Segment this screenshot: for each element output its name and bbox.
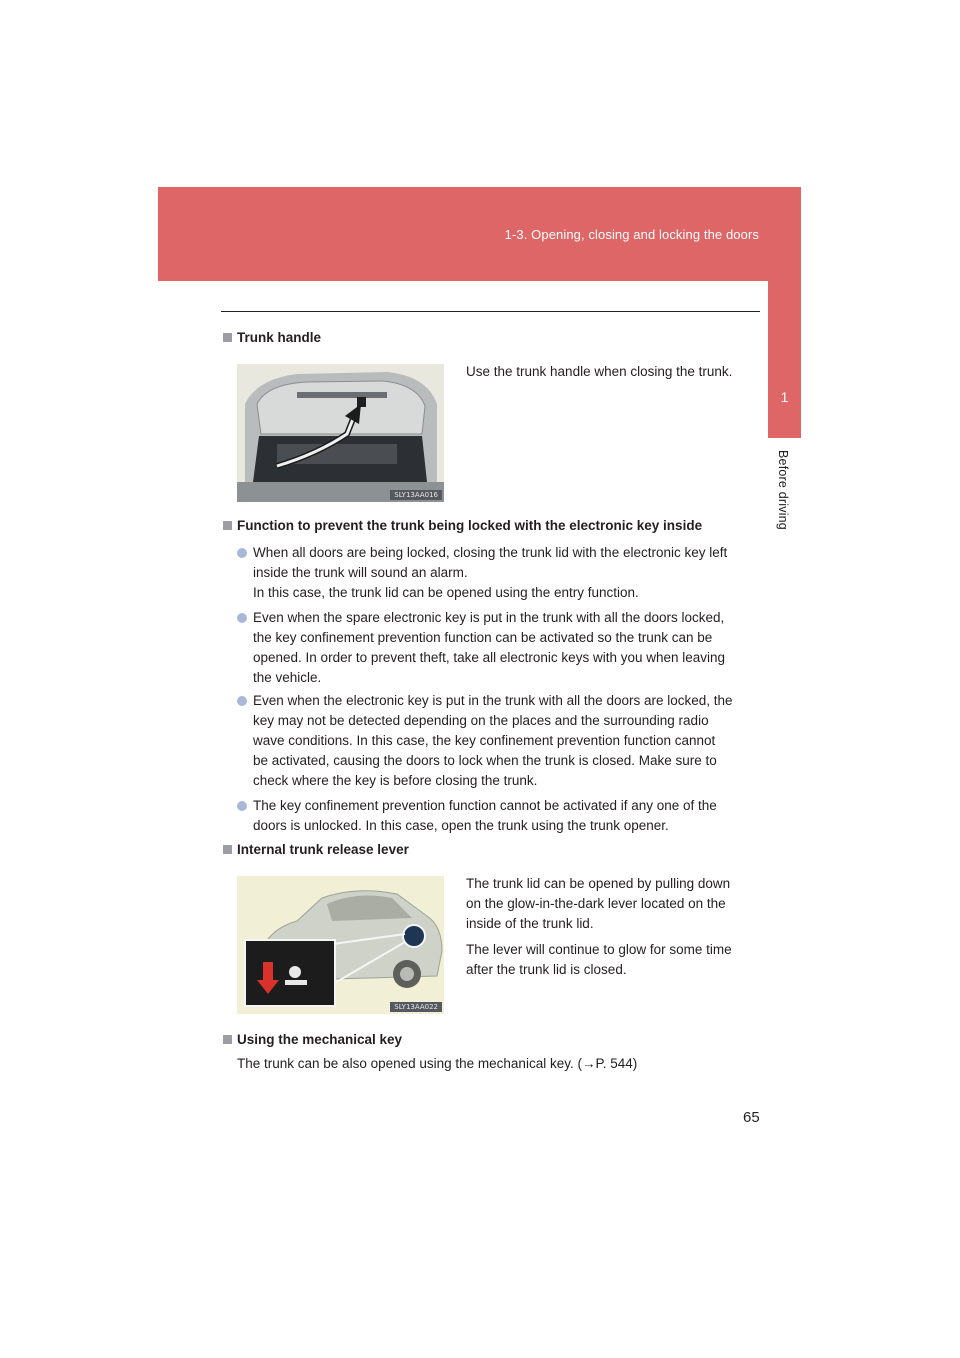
chapter-tab: [768, 281, 801, 438]
square-bullet-icon: [223, 521, 232, 530]
bullet-dot-icon: [237, 696, 247, 706]
square-bullet-icon: [223, 845, 232, 854]
mechanical-key-text: The trunk can be also opened using the mechanical key. (→P. 544): [237, 1056, 638, 1071]
chapter-number: 1: [780, 389, 789, 405]
bullet-item: When all doors are being locked, closing the trunk lid with the electronic key left inside the trunk will sound an alarm. In this case, the trunk lid can be opened using the entry function.: [237, 543, 743, 603]
square-bullet-icon: [223, 1035, 232, 1044]
figure-code: SLY13AA016: [390, 490, 442, 500]
bullet-dot-icon: [237, 548, 247, 558]
page-number: 65: [743, 1109, 760, 1126]
chapter-label: Before driving: [776, 450, 790, 530]
figure-code: SLY13AA022: [390, 1002, 442, 1012]
bullet-item: The key confinement prevention function cannot be activated if any one of the doors is unlocked. In this case, open the trunk using the trunk opener.: [237, 796, 743, 836]
release-lever-figure: [237, 876, 444, 1014]
bullet-item: Even when the electronic key is put in the trunk with all the doors are locked, the key may not be detected depending on the places and the surrounding radio wave conditions. In this case, the key confinement prevention function cannot be activated, causing the doors to lock when the trunk is closed. Make sure to check where the key is before closing the trunk.: [237, 691, 743, 791]
chapter-label-container: [768, 450, 801, 570]
release-lever-text-1: The trunk lid can be opened by pulling down on the glow-in-the-dark lever located on the inside of the trunk lid.: [466, 876, 731, 931]
divider-rule: [221, 311, 760, 312]
square-bullet-icon: [223, 333, 232, 342]
bullet-item: Even when the spare electronic key is put in the trunk with all the doors locked, the key confinement prevention function can be activated so the trunk can be opened. In order to prevent theft, take all electronic keys with you when leaving the vehicle.: [237, 608, 743, 688]
heading-trunk-handle: Trunk handle: [223, 330, 321, 345]
release-lever-text-2: The lever will continue to glow for some time after the trunk lid is closed.: [466, 942, 732, 977]
bullet-dot-icon: [237, 801, 247, 811]
heading-key-inside: Function to prevent the trunk being locked with the electronic key inside: [223, 518, 702, 533]
header-band: [158, 187, 801, 281]
heading-mechanical-key: Using the mechanical key: [223, 1032, 402, 1047]
trunk-handle-figure: [237, 364, 444, 502]
bullet-dot-icon: [237, 613, 247, 623]
trunk-handle-text: Use the trunk handle when closing the trunk.: [466, 364, 733, 379]
heading-release-lever: Internal trunk release lever: [223, 842, 409, 857]
section-title: 1-3. Opening, closing and locking the doors: [504, 227, 759, 242]
